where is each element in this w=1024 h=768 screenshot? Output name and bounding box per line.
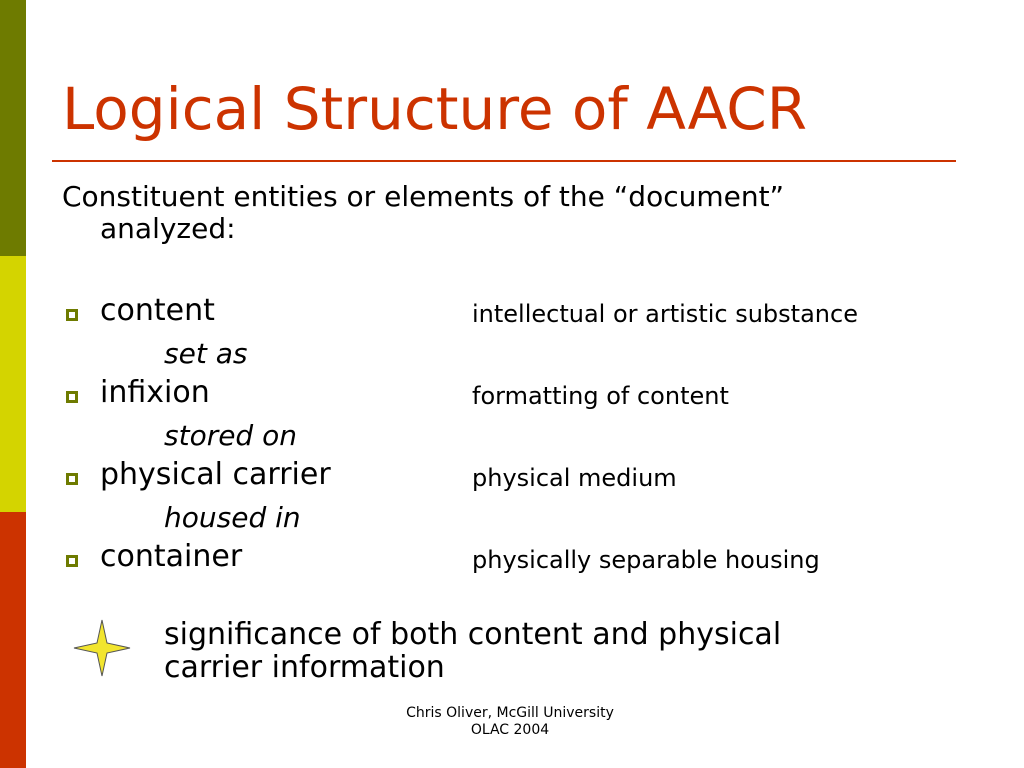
- left-bar-olive: [0, 0, 26, 256]
- intro-line-2: analyzed:: [100, 212, 236, 245]
- item-description: intellectual or artistic substance: [472, 300, 858, 328]
- significance-line-1: significance of both content and physical: [164, 617, 782, 652]
- square-bullet-icon: [66, 391, 78, 403]
- list-item-physical-carrier: [0, 457, 1000, 497]
- list-item-content: [0, 293, 1000, 333]
- item-term: infixion: [100, 375, 210, 410]
- significance-line-2: carrier information: [164, 650, 445, 685]
- square-bullet-icon: [66, 309, 78, 321]
- item-description: formatting of content: [472, 382, 729, 410]
- significance-text: [164, 618, 924, 684]
- relation-label: stored on: [164, 419, 297, 452]
- item-term: physical carrier: [100, 457, 331, 492]
- item-term: container: [100, 539, 243, 574]
- title-divider: [52, 160, 956, 162]
- item-term: content: [100, 293, 215, 328]
- intro-line-1: Constituent entities or elements of the “document”: [62, 180, 785, 213]
- footer-author: Chris Oliver, McGill University: [406, 705, 614, 721]
- item-description: physical medium: [472, 464, 677, 492]
- relation-label: housed in: [164, 501, 301, 534]
- relation-label: set as: [164, 337, 248, 370]
- footer-event: OLAC 2004: [470, 722, 550, 738]
- intro-text: [62, 181, 992, 245]
- four-point-star-icon: [72, 618, 132, 678]
- list-item-infixion: [0, 375, 1000, 415]
- square-bullet-icon: [66, 473, 78, 485]
- slide-title: Logical Structure of AACR: [62, 75, 808, 143]
- item-description: physically separable housing: [472, 546, 820, 574]
- square-bullet-icon: [66, 555, 78, 567]
- list-item-container: [0, 539, 1000, 579]
- slide-footer: [360, 705, 660, 739]
